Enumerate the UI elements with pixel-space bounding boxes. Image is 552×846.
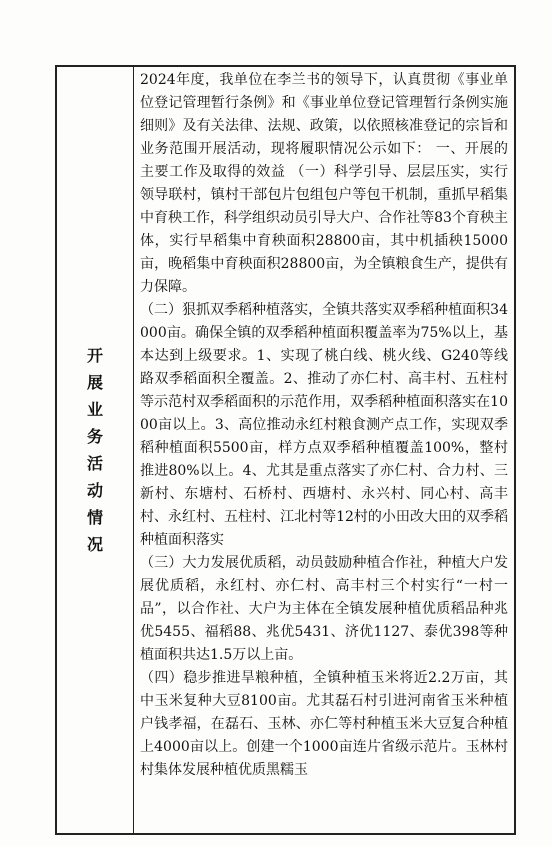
row-label-cell <box>56 66 134 834</box>
paragraph: （三）大力发展优质稻，动员鼓励种植合作社，种植大户发展优质稻，永红村、亦仁村、高丰村三个村实行“一村一品”，以合作社、大户为主体在全镇发展种植优质稻品种兆优5455、福稻88、兆优5431、济优1127、泰优398等种植面积共达1.5万以上亩。 <box>140 555 508 663</box>
row-label: 开展业务活动情况 <box>86 346 103 554</box>
paragraph: （二）狠抓双季稻种植落实，全镇共落实双季稻种植面积34000亩。确保全镇的双季稻种植面积覆盖率为75%以上，基本达到上级要求。1、实现了桃白线、桃火线、G240等线路双季稻面积全覆盖。2、推动了亦仁村、高丰村、五柱村等示范村双季稻面积的示范作用，双季稻种植面积落实在1000亩以上。3、高位推动永红村粮食测产点工作，实现双季稻种植面积5500亩，样方点双季稻种植覆盖100%，整村推进80%以上。4、尤其是重点落实了亦仁村、合力村、三新村、东塘村、石桥村、西塘村、永兴村、同心村、高丰村、永红村、五柱村、江北村等12村的小田改大田的双季稻种植面积落实 <box>140 302 508 548</box>
activity-row <box>56 66 515 834</box>
paragraph: 2024年度，我单位在李兰书的领导下，认真贯彻《事业单位登记管理暂行条例》和《事业单位登记管理暂行条例实施细则》及有关法律、法规、政策，以依照核准登记的宗旨和业务范围开展活动，现将履职情况公示如下： 一、开展的主要工作及取得的效益 （一）科学引导、层层压实，实行领导联村，镇村干部包片包组包户等包干机制，重抓早稻集中育秧工作，科学组织动员引导大户、合作社等83个育秧主体，实行早稻集中育秧面积28800亩，其中机插秧15000亩，晚稻集中育秧面积28800亩，为全镇粮食生产，提供有力保障。 <box>140 72 508 295</box>
paragraph: （四）稳步推进旱粮种植，全镇种植玉米将近2.2万亩，其中玉米复种大豆8100亩。尤其磊石村引进河南省玉米种植户钱孝福，在磊石、玉林、亦仁等村种植玉米大豆复合种植上4000亩以上。创建一个1000亩连片省级示范片。玉林村村集体发展种植优质黑糯玉 <box>140 670 508 778</box>
form-table <box>55 65 516 835</box>
content-cell <box>134 66 516 834</box>
